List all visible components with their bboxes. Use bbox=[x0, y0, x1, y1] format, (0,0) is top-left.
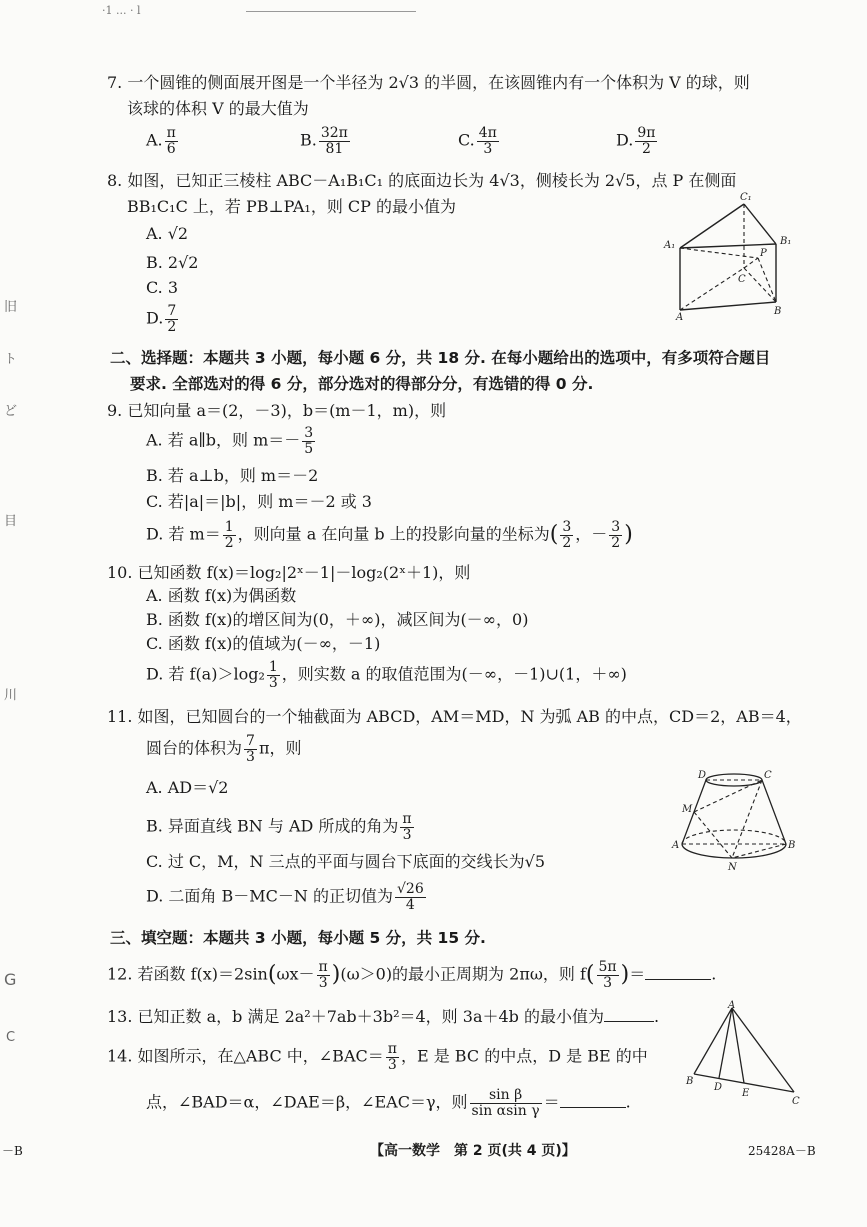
side-A-C bbox=[732, 1008, 794, 1092]
label-C: C bbox=[738, 274, 746, 285]
q10-option-d: D. 若 f(a)＞log₂ $\frac{1}{3}$ ，则实数 a 的取值范围为(－∞，－1)∪(1，＋∞) bbox=[146, 659, 627, 691]
q10-stem: 10. 已知函数 f(x)＝log₂|2ˣ－1|－log₂(2ˣ＋1)，则 bbox=[107, 563, 471, 582]
q13-answer-blank bbox=[604, 1007, 654, 1022]
q14-triangle-figure bbox=[682, 1000, 812, 1108]
footer-left-code: －B bbox=[2, 1144, 23, 1158]
section2-heading-line1: 二、选择题：本题共 3 小题，每小题 6 分，共 18 分. 在每小题给出的选项中，有多项符合题目 bbox=[110, 349, 771, 367]
q9-option-a: A. 若 a∥b，则 m＝－ $\frac{3}{5}$ bbox=[146, 425, 314, 457]
edge-A1-C1 bbox=[680, 204, 744, 248]
bottom-base-back bbox=[682, 830, 786, 844]
q7-option-c: C. $\frac{4\pi}{3}$ bbox=[458, 125, 497, 157]
label-C: C bbox=[792, 1096, 800, 1107]
label-C1: C₁ bbox=[740, 192, 752, 203]
label-B1: B₁ bbox=[780, 236, 792, 247]
q8-option-c: C. 3 bbox=[146, 278, 179, 297]
q14-answer-blank bbox=[560, 1093, 626, 1108]
seg-C-P bbox=[744, 258, 758, 268]
margin-mark: 目 bbox=[4, 514, 18, 529]
label-B: B bbox=[788, 840, 796, 851]
seg-A-E bbox=[732, 1008, 744, 1083]
q7-option-d: D. $\frac{9\pi}{2}$ bbox=[616, 125, 656, 157]
section2-heading-line2: 要求. 全部选对的得 6 分，部分选对的得部分分，有选错的得 0 分. bbox=[130, 375, 594, 393]
q9-stem: 9. 已知向量 a＝(2，－3)，b＝(m－1，m)，则 bbox=[107, 401, 447, 420]
label-A: A bbox=[676, 312, 684, 320]
q8-prism-figure bbox=[660, 190, 810, 320]
q11-frustum-figure bbox=[668, 766, 800, 876]
q7-stem-line1: 7. 一个圆锥的侧面展开图是一个半径为 2√3 的半圆，在该圆锥内有一个体积为 V 的球，则 bbox=[107, 73, 750, 92]
q11-stem-line1: 11. 如图，已知圆台的一个轴截面为 ABCD，AM＝MD，N 为弧 AB 的中点，CD＝2，AB＝4， bbox=[107, 707, 802, 726]
q10-option-a: A. 函数 f(x)为偶函数 bbox=[146, 586, 297, 605]
q8-stem-line2: BB₁C₁C 上，若 PB⊥PA₁，则 CP 的最小值为 bbox=[127, 197, 457, 216]
q11-option-b: B. 异面直线 BN 与 AD 所成的角为 $\frac{\pi}{3}$ bbox=[146, 811, 412, 843]
label-E: E bbox=[742, 1088, 750, 1099]
q9-option-b: B. 若 a⊥b，则 m＝－2 bbox=[146, 466, 319, 485]
footer-page-info: 【高一数学 第 2 页(共 4 页)】 bbox=[370, 1143, 576, 1159]
q10-option-c: C. 函数 f(x)的值域为(－∞，－1) bbox=[146, 634, 381, 653]
seg-P-B bbox=[758, 258, 776, 302]
q9-option-d: D. 若 m＝ $\frac{1}{2}$ ，则向量 a 在向量 b 上的投影向量的坐标为( $\frac{3}{2}$ ，－ $\frac{3}{2}$ ) bbox=[146, 519, 633, 551]
q12-stem: 12. 若函数 f(x)＝2sin(ωx－ $\frac{\pi}{3}$ )(ω＞0)的最小正周期为 2πω，则 f( $\frac{5\pi}{3}$ )＝ . bbox=[107, 959, 717, 991]
edge-B-C bbox=[762, 780, 786, 844]
q9-option-c: C. 若|a|＝|b|，则 m＝－2 或 3 bbox=[146, 492, 372, 511]
edge-C-B bbox=[744, 268, 776, 302]
q14-stem-line2: 点，∠BAD＝α，∠DAE＝β，∠EAC＝γ，则 $\frac{\text{sin β}}{\text{sin αsin γ}}$ ＝ . bbox=[146, 1087, 631, 1119]
label-N: N bbox=[728, 862, 737, 873]
q8-option-d: D. $\frac{7}{2}$ bbox=[146, 303, 177, 335]
label-A1: A₁ bbox=[664, 240, 676, 251]
edge-C1-B1 bbox=[744, 204, 776, 244]
q7-option-a: A. $\frac{\pi}{6}$ bbox=[146, 125, 176, 157]
margin-mark: 旧 bbox=[4, 300, 18, 315]
label-M: M bbox=[682, 804, 693, 815]
margin-mark: C bbox=[6, 1030, 16, 1045]
q12-answer-blank bbox=[645, 965, 711, 980]
edge-A-B bbox=[680, 302, 776, 310]
scan-header-rule bbox=[246, 11, 416, 12]
q8-stem-line1: 8. 如图，已知正三棱柱 ABC－A₁B₁C₁ 的底面边长为 4√3，侧棱长为 2√5，点 P 在侧面 bbox=[107, 171, 737, 190]
q7-stem-line2: 该球的体积 V 的最大值为 bbox=[127, 99, 309, 118]
label-B: B bbox=[774, 306, 782, 317]
margin-mark: ト bbox=[4, 352, 18, 367]
seg-C-N bbox=[732, 780, 762, 858]
scan-header-text: ·1 ... · l bbox=[102, 4, 141, 17]
label-C: C bbox=[764, 770, 772, 781]
q11-stem-line2: 圆台的体积为 $\frac{7}{3}$ π，则 bbox=[146, 733, 302, 765]
label-P: P bbox=[760, 248, 767, 259]
q13-stem: 13. 已知正数 a，b 满足 2a²＋7ab＋3b²＝4，则 3a＋4b 的最小值为 . bbox=[107, 1007, 660, 1026]
q14-stem-line1: 14. 如图所示，在△ABC 中，∠BAC＝ $\frac{\pi}{3}$ ，E 是 BC 的中点，D 是 BE 的中 bbox=[107, 1041, 648, 1073]
seg-M-N bbox=[694, 812, 732, 858]
q8-option-a: A. √2 bbox=[146, 224, 189, 243]
bottom-base-front bbox=[682, 844, 786, 858]
q11-option-c: C. 过 C，M，N 三点的平面与圆台下底面的交线长为√5 bbox=[146, 852, 546, 871]
label-A: A bbox=[672, 840, 680, 851]
section3-heading: 三、填空题：本题共 3 小题，每小题 5 分，共 15 分. bbox=[110, 929, 486, 947]
seg-A1-P bbox=[680, 248, 758, 258]
q7-option-b: B. $\frac{32\pi}{81}$ bbox=[300, 125, 348, 157]
q8-option-b: B. 2√2 bbox=[146, 253, 199, 272]
q11-option-a: A. AD＝√2 bbox=[146, 778, 229, 797]
label-B: B bbox=[686, 1076, 694, 1087]
footer-exam-code: 25428A－B bbox=[748, 1144, 816, 1158]
margin-mark: ど bbox=[4, 404, 18, 419]
margin-mark: 川 bbox=[4, 688, 18, 703]
edge-A-C bbox=[680, 268, 744, 310]
label-A: A bbox=[728, 1000, 736, 1011]
label-D: D bbox=[698, 770, 707, 781]
q11-option-d: D. 二面角 B－MC－N 的正切值为 $\frac{√26}{4}$ bbox=[146, 881, 424, 913]
margin-mark: G bbox=[4, 970, 17, 989]
label-D: D bbox=[714, 1082, 723, 1093]
q10-option-b: B. 函数 f(x)的增区间为(0，＋∞)，减区间为(－∞，0) bbox=[146, 610, 529, 629]
